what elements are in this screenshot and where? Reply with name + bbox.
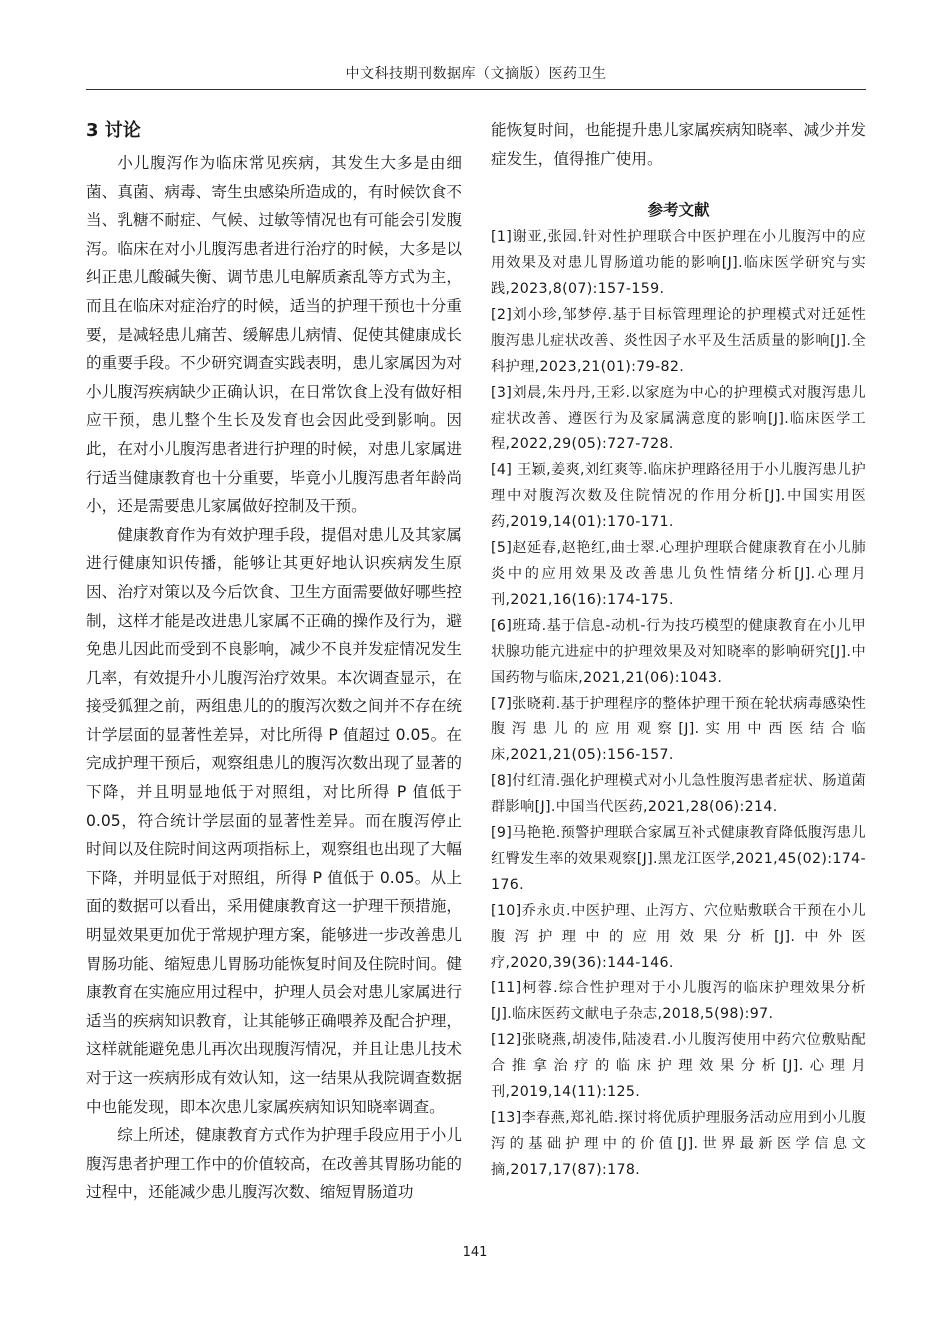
- left-column: [86, 116, 462, 1207]
- reference-item: [2]刘小珍,邹梦停.基于目标管理理论的护理模式对迁延性腹泻患儿症状改善、炎性因子水平及生活质量的影响[J].全科护理,2023,21(01):79-82.: [491, 306, 866, 375]
- paragraph-3-continued: 能恢复时间，也能提升患儿家属疾病知晓率、减少并发症发生，值得推广使用。: [491, 121, 866, 168]
- journal-header: 中文科技期刊数据库（文摘版）医药卫生: [345, 66, 607, 82]
- reference-item: [4] 王颖,姜爽,刘红爽等.临床护理路径用于小儿腹泻患儿护理中对腹泻次数及住院情况的作用分析[J].中国实用医药,2019,14(01):170-171.: [491, 462, 866, 531]
- header-divider: [86, 89, 866, 90]
- page-number: 141: [462, 1245, 488, 1260]
- reference-item: [5]赵延春,赵艳红,曲士翠.心理护理联合健康教育在小儿肺炎中的应用效果及改善患儿负性情绪分析[J].心理月刊,2021,16(16):174-175.: [491, 540, 866, 608]
- right-column: [491, 116, 866, 1184]
- reference-item: [8]付红清.强化护理模式对小儿急性腹泻患者症状、肠道菌群影响[J].中国当代医药,2021,28(06):214.: [491, 773, 866, 816]
- reference-list: [491, 225, 866, 1184]
- reference-item: [11]柯蓉.综合性护理对于小儿腹泻的临床护理效果分析[J].临床医药文献电子杂志,2018,5(98):97.: [491, 980, 866, 1023]
- reference-item: [6]班琦.基于信息-动机-行为技巧模型的健康教育在小儿甲状腺功能亢进症中的护理效果及对知晓率的影响研究[J].中国药物与临床,2021,21(06):1043.: [491, 617, 866, 686]
- references-title: 参考文献: [647, 201, 710, 220]
- reference-item: [12]张晓燕,胡凌伟,陆凌君.小儿腹泻使用中药穴位敷贴配合推拿治疗的临床护理效果分析[J].心理月刊,2019,14(11):125.: [491, 1032, 866, 1101]
- section-title: 3 讨论: [86, 120, 141, 141]
- paragraph-1: 小儿腹泻作为临床常见疾病，其发生大多是由细菌、真菌、病毒、寄生虫感染所造成的，有时候饮食不当、乳糖不耐症、气候、过敏等情况也有可能会引发腹泻。临床在对小儿腹泻患者进行治疗的时候，大多是以纠正患儿酸碱失衡、调节患儿电解质紊乱等方式为主，而且在临床对症治疗的时候，适当的护理干预也十分重要，是减轻患儿痛苦、缓解患儿病情、促使其健康成长的重要手段。不少研究调查实践表明，患儿家属因为对小儿腹泻疾病缺少正确认识，在日常饮食上没有做好相应干预，患儿整个生长及发育也会因此受到影响。因此，在对小儿腹泻患者进行护理的时候，对患儿家属进行适当健康教育也十分重要，毕竟小儿腹泻患者年龄尚小，还是需要患儿家属做好控制及干预。: [86, 154, 462, 516]
- paragraph-3: 综上所述，健康教育方式作为护理手段应用于小儿腹泻患者护理工作中的价值较高，在改善其胃肠功能的过程中，还能减少患儿腹泻次数、缩短胃肠道功: [86, 1126, 462, 1202]
- reference-item: [3]刘晨,朱丹丹,王彩.以家庭为中心的护理模式对腹泻患儿症状改善、遵医行为及家属满意度的影响[J].临床医学工程,2022,29(05):727-728.: [491, 384, 866, 453]
- reference-item: [9]马艳艳.预警护理联合家属互补式健康教育降低腹泻患儿红臀发生率的效果观察[J].黑龙江医学,2021,45(02):174-176.: [491, 825, 866, 893]
- reference-item: [7]张晓莉.基于护理程序的整体护理干预在轮状病毒感染性腹泻患儿的应用观察[J].实用中西医结合临床,2021,21(05):156-157.: [491, 695, 866, 764]
- reference-item: [1]谢亚,张园.针对性护理联合中医护理在小儿腹泻中的应用效果及对患儿胃肠道功能的影响[J].临床医学研究与实践,2023,8(07):157-159.: [491, 229, 866, 297]
- reference-item: [10]乔永贞.中医护理、止泻方、穴位贴敷联合干预在小儿腹泻护理中的应用效果分析[J].中外医疗,2020,39(36):144-146.: [491, 902, 866, 971]
- reference-item: [13]李春燕,郑礼皓.探讨将优质护理服务活动应用到小儿腹泻的基础护理中的价值[J].世界最新医学信息文摘,2017,17(87):178.: [491, 1110, 866, 1178]
- paragraph-2: 健康教育作为有效护理手段，提倡对患儿及其家属进行健康知识传播，能够让其更好地认识疾病发生原因、治疗对策以及今后饮食、卫生方面需要做好哪些控制，这样才能是改进患儿家属不正确的操作及行为，避免患儿因此而受到不良影响，减少不良并发症情况发生几率，有效提升小儿腹泻治疗效果。本次调查显示，在接受狐狸之前，两组患儿的的腹泻次数之间并不存在统计学层面的显著性差异，对比所得 P 值超过 0.05。在完成护理干预后，观察组患儿的腹泻次数出现了显著的下降，并且明显地低于对照组，对比所得 P 值低于 0.05，符合统计学层面的显著性差异。而在腹泻停止时间以及住院时间这两项指标上，观察组也出现了大幅下降，并明显低于对照组，所得 P 值低于 0.05。从上面的数据可以看出，采用健康教育这一护理干预措施，明显效果更加优于常规护理方案，能够进一步改善患儿胃肠功能、缩短患儿胃肠功能恢复时间及住院时间。健康教育在实施应用过程中，护理人员会对患儿家属进行适当的疾病知识教育，让其能够正确喂养及配合护理，这样就能避免患儿再次出现腹泻情况，并且让患儿技术对于这一疾病形成有效认知，这一结果从我院调查数据中也能发现，即本次患儿家属疾病知识知晓率调查。: [86, 525, 462, 1116]
